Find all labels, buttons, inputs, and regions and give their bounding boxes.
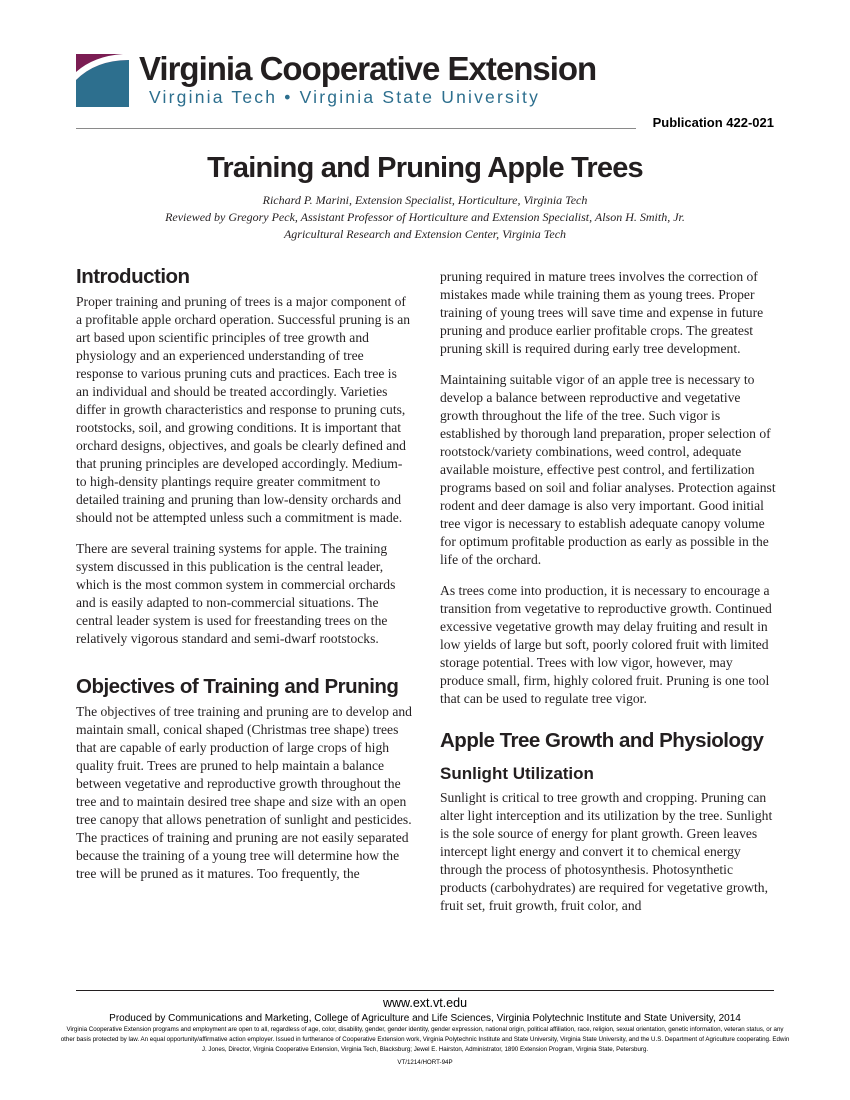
objectives-paragraph: The objectives of tree training and pruning are to develop and maintain small, conical shaped (Christmas tree shape) trees that are capable of early production of large crops of high quality fruit. Trees are pruned to help maintain a balance between vegetative and reproductive growth throughout the tree and to maintain desired tree shape and size with an open tree canopy that allows penetration of sunlight and pesticides. The practices of training and pruning are not easily separated because the training of a young tree will determine how the tree will be pruned as it matures. Too frequently, the <box>76 704 412 881</box>
right-column <box>440 268 776 928</box>
sunlight-heading: Sunlight Utilization <box>440 764 594 783</box>
footer <box>60 995 790 1069</box>
objectives-heading: Objectives of Training and Pruning <box>76 675 399 698</box>
affiliation-line: Agricultural Research and Extension Center, Virginia Tech <box>283 227 567 241</box>
page-title: Training and Pruning Apple Trees <box>207 152 643 184</box>
authors-block <box>90 192 760 243</box>
header-rule <box>76 128 636 129</box>
growth-physiology-heading: Apple Tree Growth and Physiology <box>440 729 764 752</box>
footer-url-link[interactable]: www.ext.vt.edu <box>382 996 468 1010</box>
footer-publication-code: VT/1214/HORT-94P <box>397 1059 453 1066</box>
org-subtitle: Virginia Tech • Virginia State University <box>149 87 541 107</box>
transition-paragraph: As trees come into production, it is necessary to encourage a transition from vegetative to reproductive growth. Continued excessive vegetative growth may delay fruiting and result in low yields of large but soft, poorly colored fruit with limited storage potential. Trees with low vigor, however, may produce small, firm, highly colored fruit. Pruning is one tool that can be used to regulate tree vigor. <box>440 583 772 706</box>
footer-rule <box>76 990 774 991</box>
intro-paragraph-1: Proper training and pruning of trees is a major component of a profitable apple orchard operation. Successful pruning is an art based upon scientific principles of tree growth and physiology and an experienced understanding of tree response to various pruning cuts and practices. Each tree is an individual and should be treated accordingly. Varieties differ in growth characteristics and response to pruning cuts, rootstocks, soil, and growing conditions. It is important that orchard designs, objectives, and goals be clearly defined and that pruning principles are developed accordingly. Medium-to high-density plantings require greater commitment to detailed training and pruning than low-density orchards and should not be attempted unless such a commitment is made. <box>76 294 411 525</box>
reviewer-line: Reviewed by Gregory Peck, Assistant Professor of Horticulture and Extension Specialist, Alson H. Smith, Jr. <box>165 210 685 224</box>
footer-legal-notice: Virginia Cooperative Extension programs and employment are open to all, regardless of age, color, disability, gender, gender identity, gender expression, national origin, political affiliation, race, religion, sexual orientation, genetic information, veteran status, or any other basis protected by law. An equal opportunity/affirmative action employer. Issued in furtherance of Cooperative Extension work, Virginia Polytechnic Institute and State University, Virginia State University, and the U.S. Department of Agriculture cooperating. Edwin J. Jones, Director, Virginia Cooperative Extension, Virginia Tech, Blacksburg; Jewel E. Hairston, Administrator, 1890 Extension Program, Virginia State, Petersburg. <box>60 1026 790 1053</box>
publication-number: Publication 422-021 <box>652 115 774 130</box>
footer-produced-by: Produced by Communications and Marketing, College of Agriculture and Life Sciences, Virginia Polytechnic Institute and State University, 2014 <box>109 1013 741 1024</box>
sunlight-paragraph: Sunlight is critical to tree growth and cropping. Pruning can alter light interception and its utilization by the tree. Sunlight is the sole source of energy for plant growth. Green leaves intercept light energy and convert it to chemical energy through the process of photosynthesis. Photosynthetic products (carbohydrates) are required for vegetative growth, fruit set, fruit growth, fruit color, and <box>440 790 773 913</box>
author-line: Richard P. Marini, Extension Specialist, Horticulture, Virginia Tech <box>262 193 588 207</box>
vce-logo-icon <box>76 54 129 107</box>
left-column <box>76 265 412 896</box>
org-name: Virginia Cooperative Extension <box>139 50 597 87</box>
continued-paragraph: pruning required in mature trees involves the correction of mistakes made while training them as young trees. Proper training of young trees will save time and expense in future pruning and produce earlier profitable crops. The greatest pruning skill is required during early tree development. <box>440 269 764 356</box>
intro-paragraph-2: There are several training systems for apple. The training system discussed in this publication is the central leader, which is the most common system in commercial orchards and is easily adapted to non-commercial situations. The central leader system is used for freestanding trees on the relatively vigorous standard and semi-dwarf rootstocks. <box>76 541 396 646</box>
introduction-heading: Introduction <box>76 265 190 288</box>
vigor-paragraph: Maintaining suitable vigor of an apple tree is necessary to develop a balance between reproductive and vegetative growth throughout the life of the tree. Such vigor is established by thorough land preparation, proper selection of rootstock/variety combinations, weed control, adequate available moisture, effective pest control, and fertilization programs based on soil and foliar analyses. Protection against rodent and deer damage is also very important. Good initial tree vigor is necessary to establish adequate canopy volume for optimum profitable production as early as possible in the life of the orchard. <box>440 372 776 567</box>
